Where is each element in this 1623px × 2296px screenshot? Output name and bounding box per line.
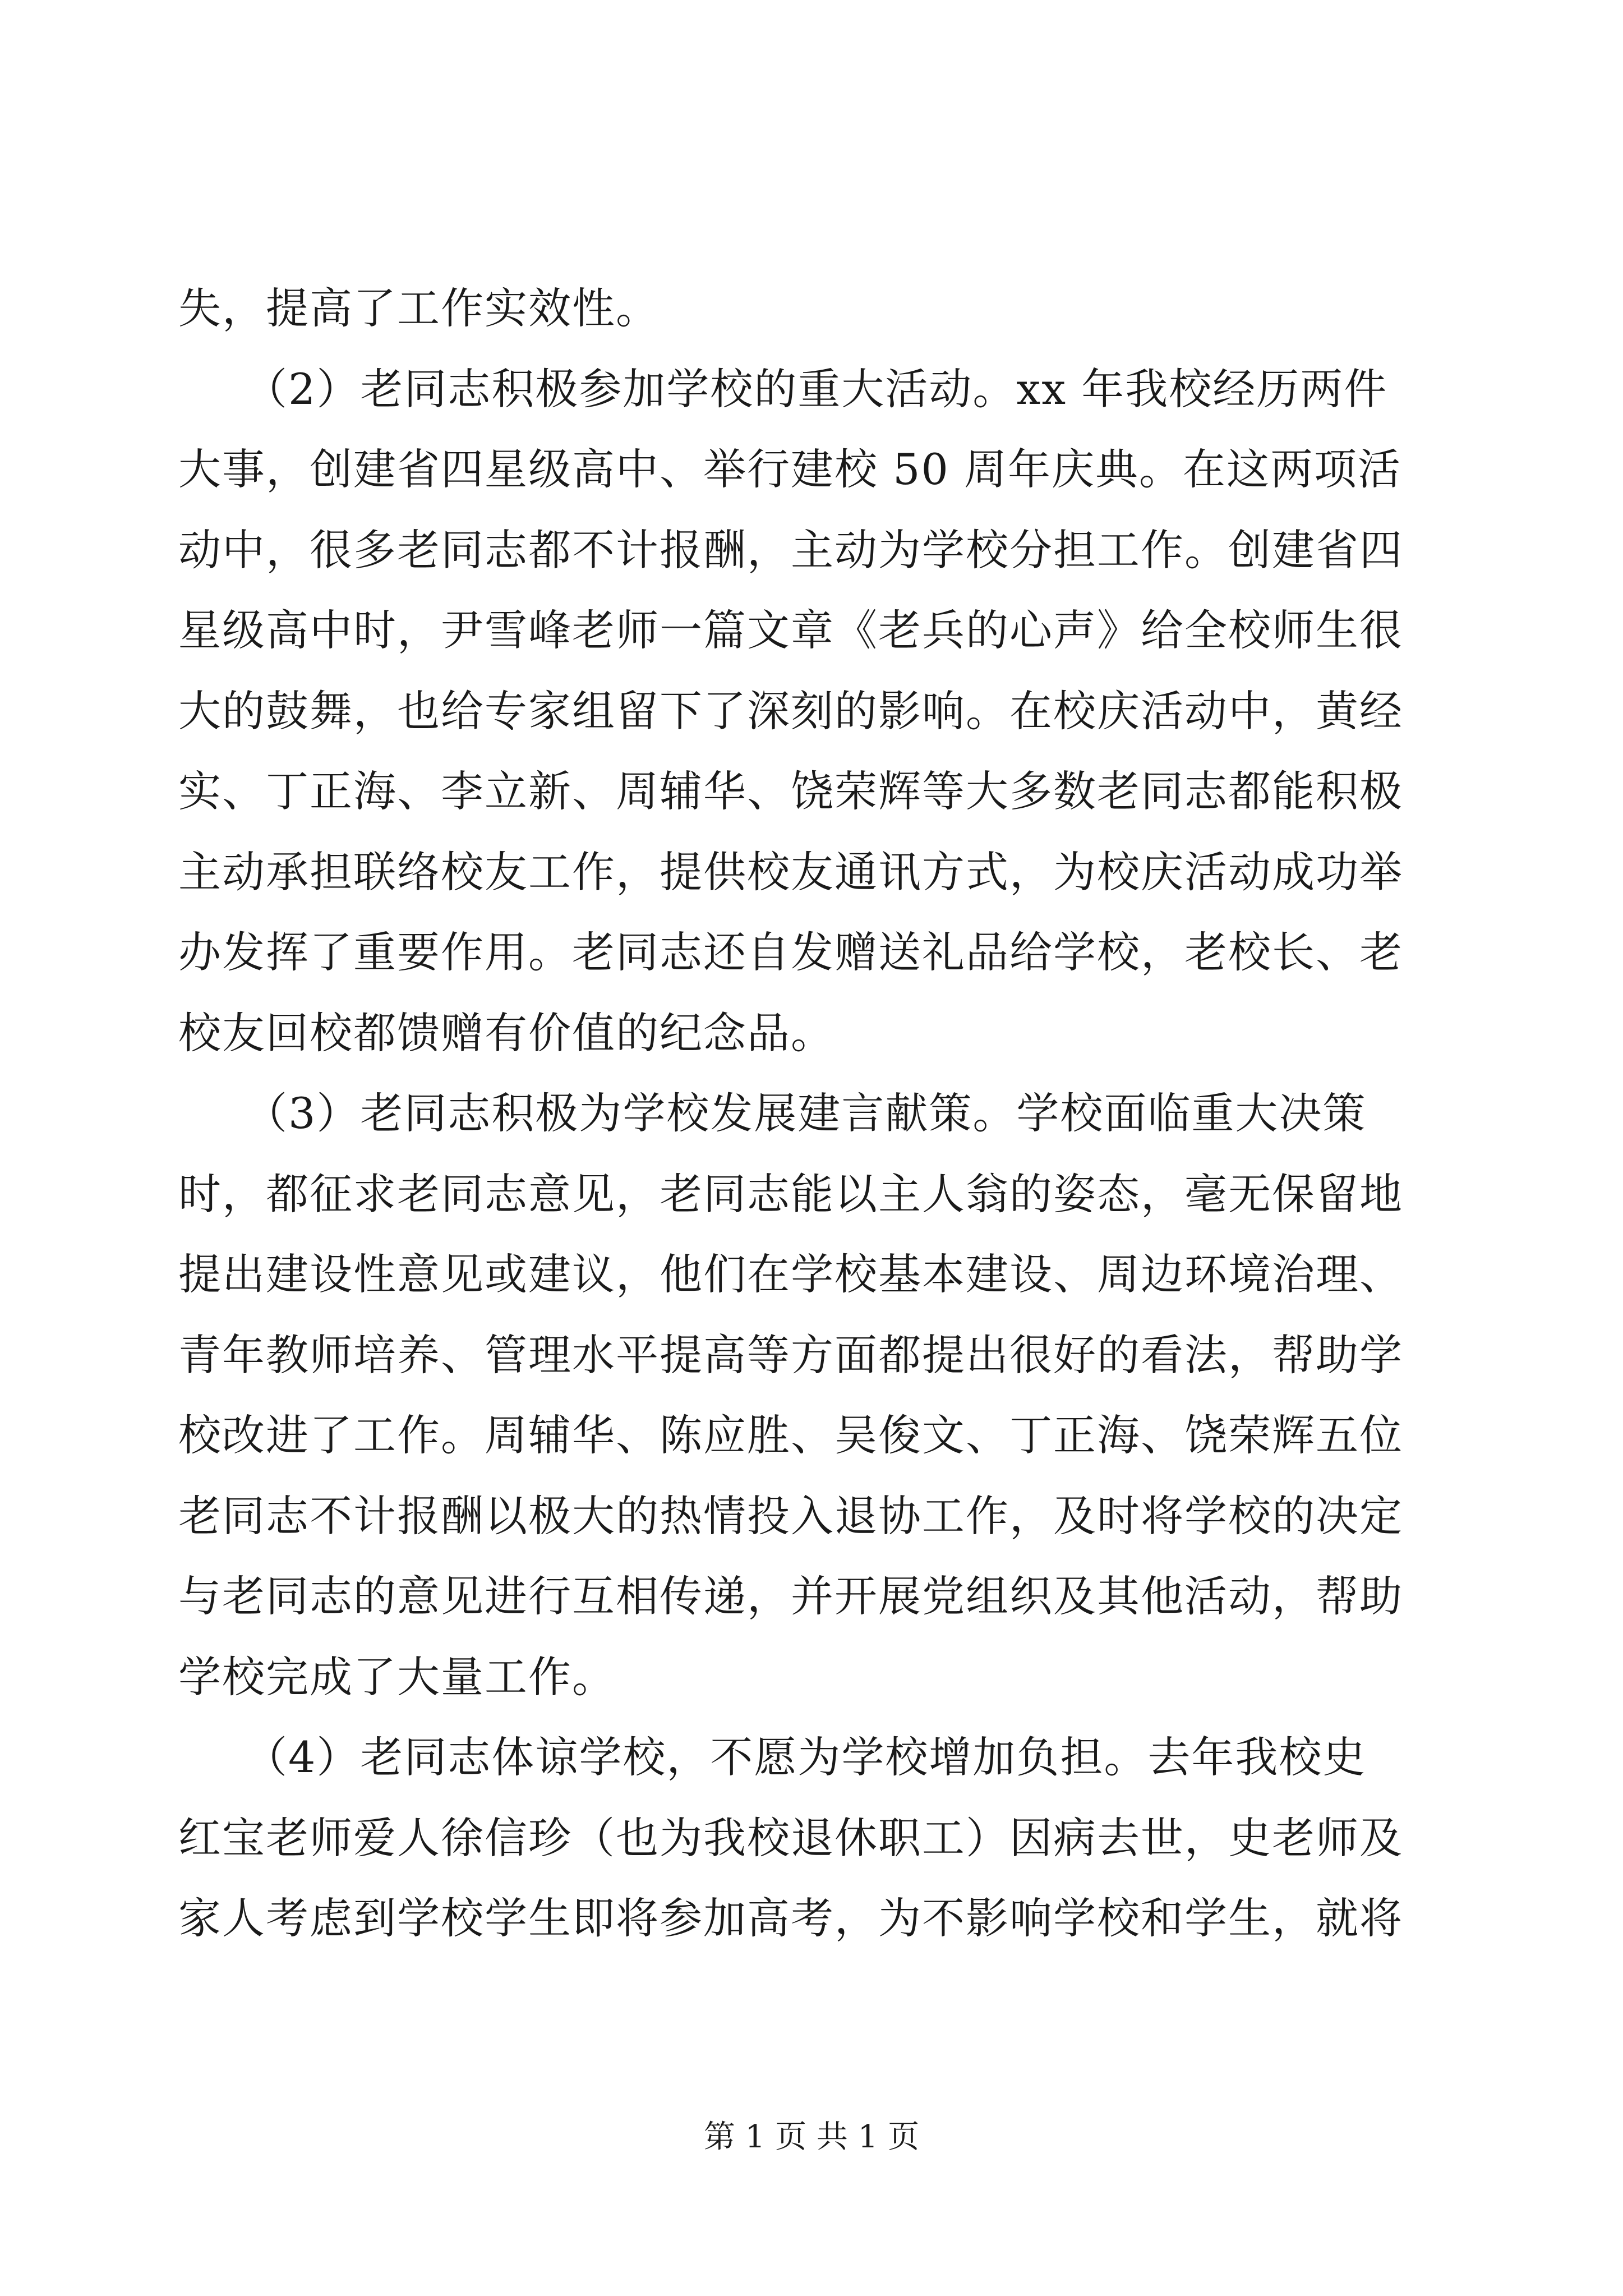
text-line: 时，都征求老同志意见，老同志能以主人翁的姿态，毫无保留地 bbox=[178, 1168, 1403, 1219]
text-line: 实、丁正海、李立新、周辅华、饶荣辉等大多数老同志都能积极 bbox=[178, 766, 1403, 816]
text-line: 大的鼓舞，也给专家组留下了深刻的影响。在校庆活动中，黄经 bbox=[178, 685, 1403, 736]
text-line: 青年教师培养、管理水平提高等方面都提出很好的看法，帮助学 bbox=[178, 1329, 1403, 1380]
text-line: 老同志不计报酬以极大的热情投入退协工作，及时将学校的决定 bbox=[178, 1490, 1403, 1541]
text-line: 主动承担联络校友工作，提供校友通讯方式，为校庆活动成功举 bbox=[178, 846, 1403, 897]
text-line: 家人考虑到学校学生即将参加高考，为不影响学校和学生，就将 bbox=[178, 1893, 1403, 1943]
text-line: 失，提高了工作实效性。 bbox=[178, 283, 660, 333]
text-line: 动中，很多老同志都不计报酬，主动为学校分担工作。创建省四 bbox=[178, 524, 1403, 575]
text-line: （3）老同志积极为学校发展建言献策。学校面临重大决策 bbox=[178, 1088, 1367, 1138]
text-line: 提出建设性意见或建议，他们在学校基本建设、周边环境治理、 bbox=[178, 1249, 1403, 1299]
text-line: 校改进了工作。周辅华、陈应胜、吴俊文、丁正海、饶荣辉五位 bbox=[178, 1410, 1403, 1460]
text-line: 大事，创建省四星级高中、举行建校 50 周年庆典。在这两项活 bbox=[178, 444, 1402, 494]
text-line: 与老同志的意见进行互相传递，并开展党组织及其他活动，帮助 bbox=[178, 1571, 1403, 1621]
page-number-label: 第 1 页 共 1 页 bbox=[703, 2119, 920, 2155]
text-line: （2）老同志积极参加学校的重大活动。xx 年我校经历两件 bbox=[178, 364, 1388, 414]
text-line: 红宝老师爱人徐信珍（也为我校退休职工）因病去世，史老师及 bbox=[178, 1812, 1403, 1863]
document-body bbox=[178, 268, 1447, 1959]
text-line: 星级高中时，尹雪峰老师一篇文章《老兵的心声》给全校师生很 bbox=[178, 605, 1403, 655]
text-line: 学校完成了大量工作。 bbox=[178, 1651, 616, 1702]
text-line: 校友回校都馈赠有价值的纪念品。 bbox=[178, 1007, 834, 1058]
page-footer bbox=[0, 2118, 1623, 2157]
text-line: （4）老同志体谅学校，不愿为学校增加负担。去年我校史 bbox=[178, 1732, 1367, 1782]
text-line: 办发挥了重要作用。老同志还自发赠送礼品给学校，老校长、老 bbox=[178, 927, 1403, 977]
